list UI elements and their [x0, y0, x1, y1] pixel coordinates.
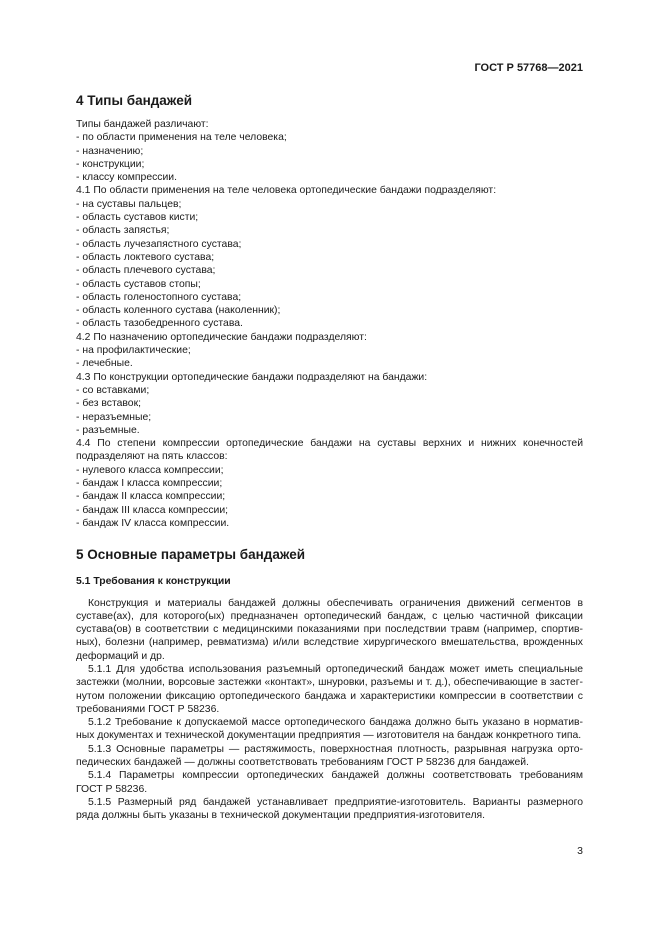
list-line: - область голеностопного сустава;	[76, 291, 242, 303]
paragraph-line: Конструкция и материалы бандажей должны обеспечивать ограничения движений сегментов в	[88, 597, 583, 609]
list-line: - область плечевого сустава;	[76, 265, 216, 277]
list-line: - область суставов кисти;	[76, 212, 199, 224]
list-line: - область суставов стопы;	[76, 278, 201, 290]
list-line: - нулевого класса компрессии;	[76, 464, 224, 476]
list-line: - разъемные.	[76, 424, 140, 436]
list-line: - лечебные.	[76, 358, 133, 370]
list-line: - на профилактические;	[76, 345, 191, 357]
paragraph	[76, 743, 583, 770]
paragraph	[76, 716, 583, 743]
list-line: 4.1 По области применения на теле человека ортопедические бандажи подразделяют:	[76, 185, 497, 197]
paragraph-line: 5.1.3 Основные параметры — растяжимость, поверхностная плотность, разрывная нагрузка орто-	[88, 743, 583, 755]
paragraph-line: ряда должны быть указаны в технической документации предприятия-изготовителя.	[76, 810, 486, 822]
paragraph-line: 5.1.4 Параметры компрессии ортопедических бандажей должны соответствовать требованиям	[88, 770, 583, 782]
paragraph	[76, 663, 583, 716]
list-line: - конструкции;	[76, 158, 145, 170]
list-line: - бандаж II класса компрессии;	[76, 491, 226, 503]
list-line: - бандаж I класса компрессии;	[76, 478, 223, 490]
list-line: - на суставы пальцев;	[76, 198, 182, 210]
list-line: - область коленного сустава (наколенник);	[76, 305, 281, 317]
paragraph-4-4	[76, 437, 583, 464]
paragraph-line: 5.1.2 Требование к допускаемой массе ортопедического бандажа должно быть указано в норматив-	[88, 717, 583, 729]
paragraph	[76, 769, 583, 796]
list-line: - без вставок;	[76, 398, 142, 410]
list-line: 4.3 По конструкции ортопедические бандажи подразделяют на бандажи:	[76, 371, 428, 383]
list-line: - классу компрессии.	[76, 172, 177, 184]
paragraph-line: 5.1.1 Для удобства использования разъемный ортопедический бандаж может иметь специальные	[88, 663, 583, 675]
compression-class-list	[76, 464, 583, 530]
paragraph-line: 5.1.5 Размерный ряд бандажей устанавливает предприятие-изготовитель. Варианты размерного	[88, 796, 583, 808]
list-line: - область локтевого сустава;	[76, 251, 215, 263]
paragraph-line: суставе(ах), для которого(ых) предназначен ортопедический бандаж, с целью частичной фиксации	[76, 610, 583, 622]
list-line: - по области применения на теле человека;	[76, 132, 287, 144]
list-line: - назначению;	[76, 145, 144, 157]
paragraph-line: сустава(ов) в соответствии с медицинскими показаниями при последствии травм (например, спортив-	[76, 624, 583, 636]
paragraph-line: ных документах и технической документации предприятия — изготовителя на бандаж конкретного типа.	[76, 730, 582, 742]
section-4-list	[76, 118, 583, 437]
list-line: - бандаж III класса компрессии;	[76, 504, 229, 516]
paragraph-line: требованиями ГОСТ Р 58236.	[76, 703, 220, 715]
list-line: - область запястья;	[76, 225, 170, 237]
document-code: ГОСТ Р 57768—2021	[474, 62, 583, 74]
paragraph-line: ных), болезни (например, ревматизма) и/или вследствие хирургического вмешательства, врожденных	[76, 637, 583, 649]
list-line: - со вставками;	[76, 384, 150, 396]
list-line: - область тазобедренного сустава.	[76, 318, 243, 330]
paragraph-line: ГОСТ Р 58236.	[76, 783, 148, 795]
paragraph-line: педических бандажей — должны соответствовать требованиям ГОСТ Р 58236 для бандажей.	[76, 757, 529, 769]
list-line: Типы бандажей различают:	[76, 119, 209, 130]
paragraph	[76, 597, 583, 663]
page-number: 3	[577, 845, 583, 857]
list-line: 4.2 По назначению ортопедические бандажи подразделяют:	[76, 331, 367, 343]
page-body	[76, 92, 583, 823]
paragraph	[76, 796, 583, 823]
paragraph-line: 4.4 По степени компрессии ортопедические бандажи на суставы верхних и нижних конечностей	[76, 438, 583, 450]
subsection-5-1-title: 5.1 Требования к конструкции	[76, 576, 231, 588]
paragraph-line: застежки (молнии, ворсовые застежки «контакт», шнуровки, разъемы и т. д.), обеспечивающие в застег-	[76, 677, 583, 689]
paragraph-line: нутом положении фиксацию ортопедического бандажа и характеристики компрессии в соответствии с	[76, 690, 583, 702]
section-4-title: 4 Типы бандажей	[76, 93, 193, 108]
paragraph-line: подразделяют на пять классов:	[76, 451, 228, 463]
section-5-title: 5 Основные параметры бандажей	[76, 547, 306, 563]
paragraph-line: деформаций и др.	[76, 650, 165, 662]
section-5-paragraphs	[76, 597, 583, 823]
list-line: - бандаж IV класса компрессии.	[76, 517, 230, 529]
list-line: - неразъемные;	[76, 411, 152, 423]
list-line: - область лучезапястного сустава;	[76, 238, 242, 250]
